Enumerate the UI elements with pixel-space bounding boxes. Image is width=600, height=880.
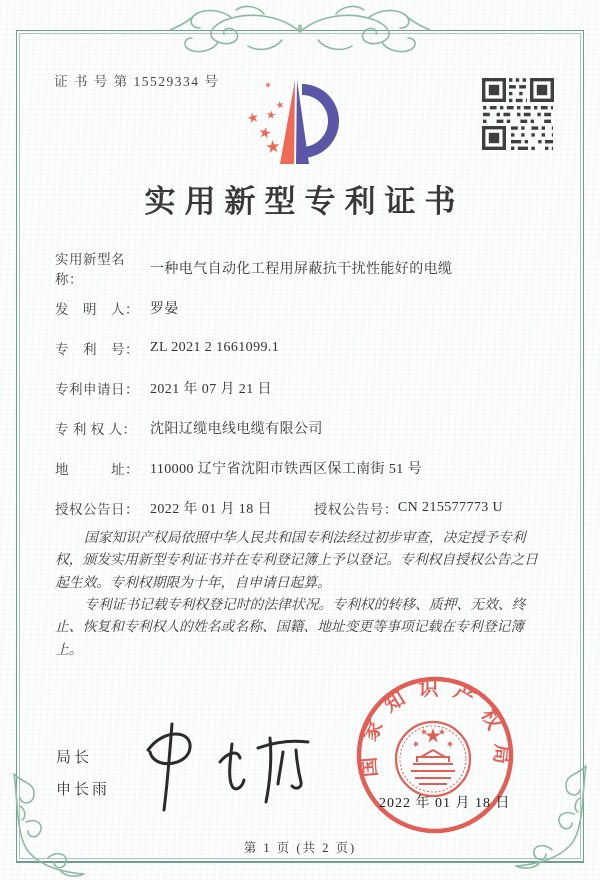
fields-section xyxy=(55,248,555,528)
certificate-number: 证 书 号 第 15529334 号 xyxy=(54,74,220,89)
field-value: ZL 2021 2 1661099.1 xyxy=(150,340,280,355)
grant-date-label: 授权公告日： xyxy=(55,502,139,517)
field-value: 2021 年 07 月 21 日 xyxy=(150,382,272,397)
field-value: 一种电气自动化工程用屏蔽抗干扰性能好的电缆 xyxy=(150,262,453,277)
field-label: 地 址： xyxy=(55,462,139,477)
field-label: 发 明 人： xyxy=(55,302,139,317)
grant-row xyxy=(55,488,555,528)
legal-text xyxy=(55,527,547,661)
field-row-inventor xyxy=(55,288,555,328)
commissioner-signature xyxy=(120,718,330,818)
seal-date: 2022 年 01 月 18 日 xyxy=(379,796,511,811)
field-row-filing-date xyxy=(55,368,555,408)
field-row-address xyxy=(55,448,555,488)
seal-text: 国家知识产权局 xyxy=(356,678,514,778)
field-label: 专 利 号： xyxy=(55,342,139,357)
signer-name: 申长雨 xyxy=(56,782,111,798)
field-label: 实用新型名称： xyxy=(55,252,125,287)
page-number: 第 1 页 (共 2 页) xyxy=(243,841,357,855)
legal-paragraph-1: 国家知识产权局依照中华人民共和国专利法经过初步审查，决定授予专利权，颁发实用新型专利证书并在专利登记簿上予以登记。专利权自授权公告之日起生效。专利权期限为十年，自申请日起算。 xyxy=(55,530,538,590)
grant-number-value: CN 215577773 U xyxy=(397,500,504,515)
field-value: 110000 辽宁省沈阳市铁西区保工南街 51 号 xyxy=(150,462,422,477)
field-row-patent-number xyxy=(55,328,555,368)
legal-paragraph-2: 专利证书记载专利权登记时的法律状况。专利权的转移、质押、无效、终止、恢复和专利权人的姓名或名称、国籍、地址变更等事项记载在专利登记簿上。 xyxy=(55,597,526,657)
field-value: 沈阳辽缆电线电缆有限公司 xyxy=(150,422,323,437)
signer-block xyxy=(56,742,110,806)
national-emblem-icon xyxy=(412,728,455,748)
field-row-name xyxy=(55,248,555,288)
top-flourish-ornament-icon xyxy=(170,2,430,60)
certificate-title: 实用新型专利证书 xyxy=(144,184,465,219)
signer-title: 局长 xyxy=(56,750,93,766)
cnipa-logo-icon xyxy=(232,74,362,169)
field-row-patentee xyxy=(55,408,555,448)
field-value: 罗晏 xyxy=(150,302,179,317)
grant-number-label: 授权公告号： xyxy=(313,502,398,517)
svg-text:国家知识产权局 xyxy=(356,677,514,778)
field-label: 专 利 权 人： xyxy=(55,422,137,437)
qr-code xyxy=(482,78,554,150)
grant-date-value: 2022 年 01 月 18 日 xyxy=(150,502,272,517)
official-seal xyxy=(347,666,523,844)
field-label: 专利申请日： xyxy=(55,382,139,397)
